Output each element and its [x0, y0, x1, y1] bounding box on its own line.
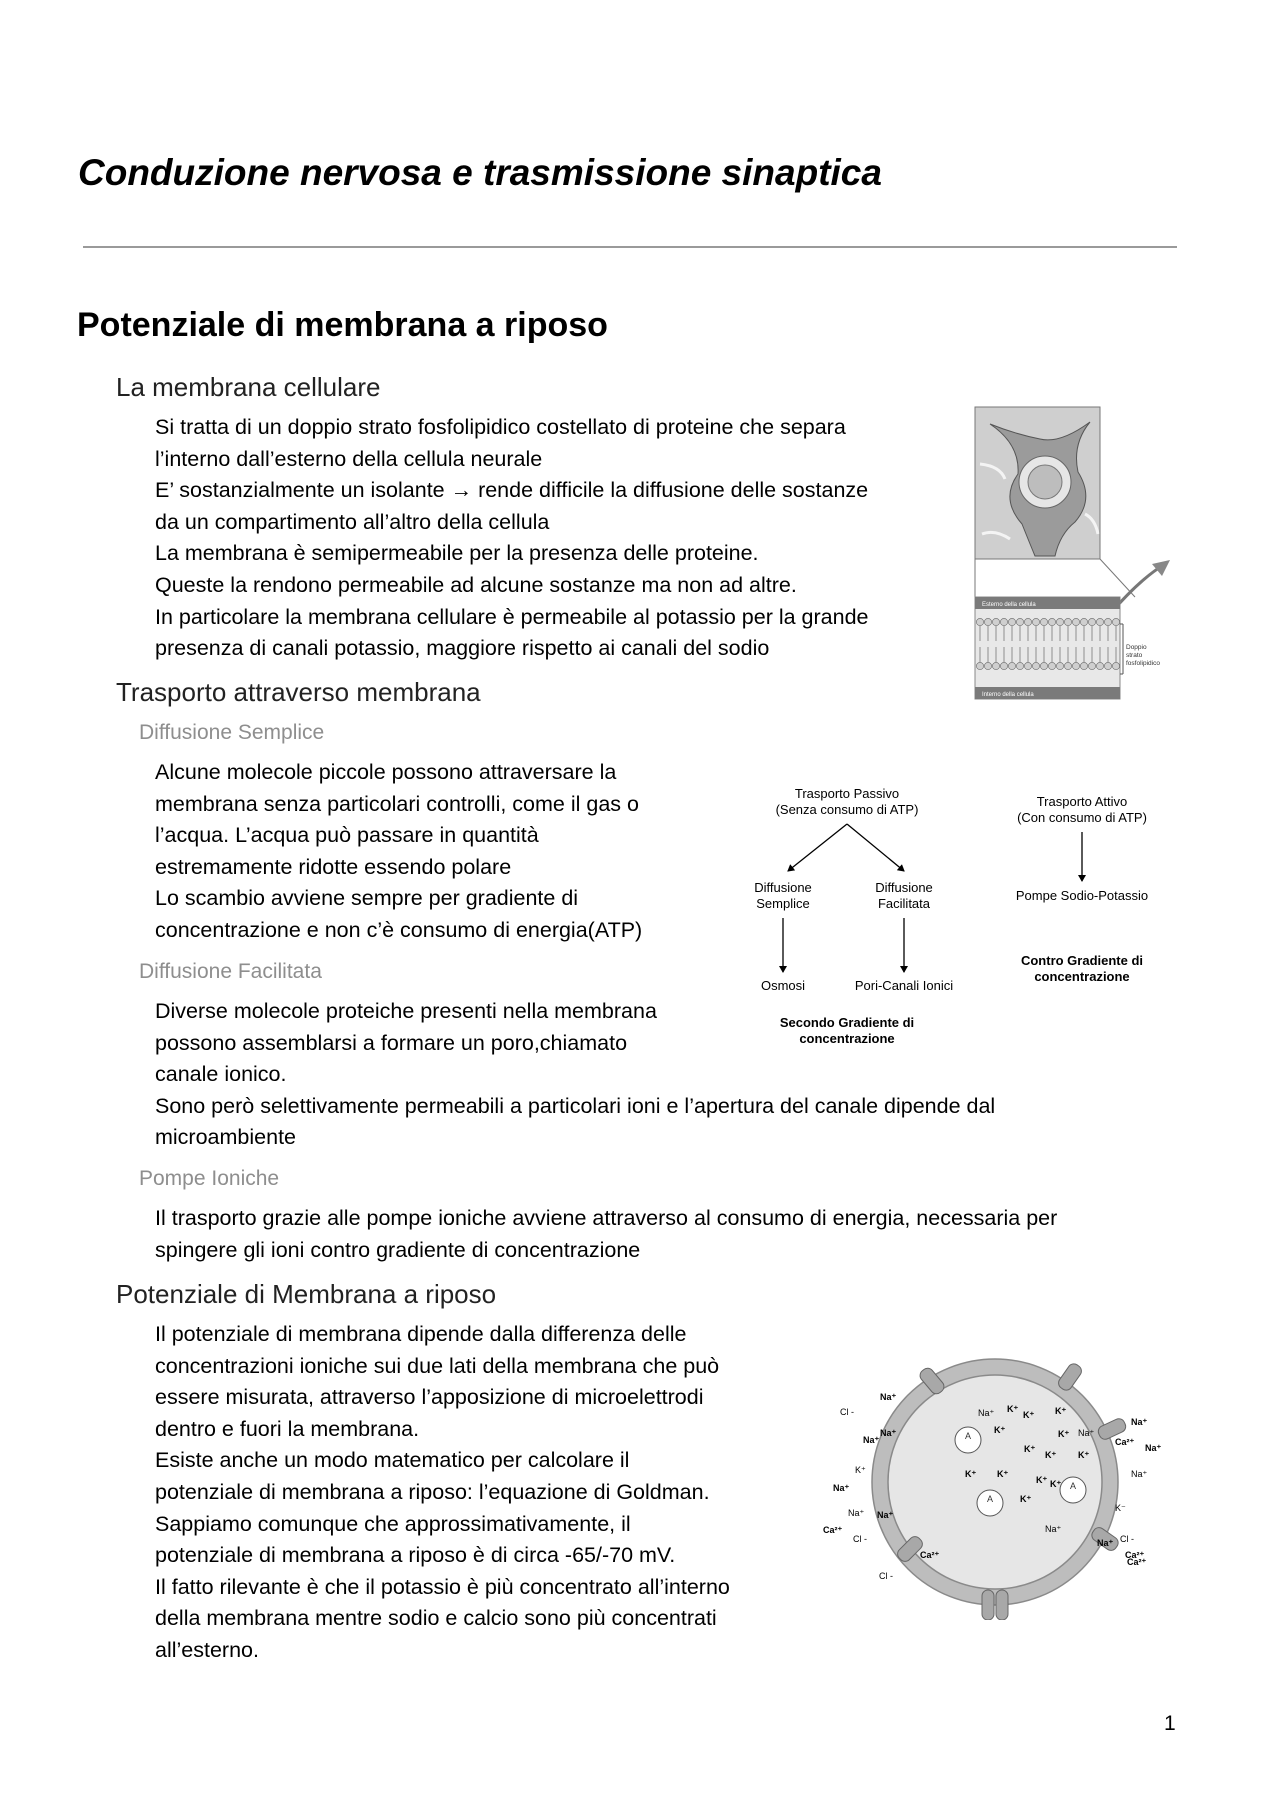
text-line: spingere gli ioni contro gradiente di concentrazione — [155, 1237, 641, 1262]
ion-label: K⁻ — [1115, 1503, 1126, 1513]
phospholipid-head — [1064, 618, 1071, 625]
text-line: Queste la rendono permeabile ad alcune sostanze ma non ad altre. — [155, 572, 797, 597]
phospholipid-head — [1000, 662, 1007, 669]
text-line: concentrazione e non c’è consumo di energia(ATP) — [155, 917, 643, 942]
text-line: Il fatto rilevante è che il potassio è più concentrato all’interno — [155, 1574, 730, 1599]
phospholipid-head — [1032, 662, 1039, 669]
ion-label: Na⁺ — [1045, 1524, 1062, 1534]
title-divider — [83, 246, 1177, 248]
text-line: Il trasporto grazie alle pompe ioniche avviene attraverso al consumo di energia, necessaria per — [155, 1206, 1058, 1230]
bilayer-side-label-2: strato — [1126, 652, 1143, 659]
pompe-ioniche-text — [155, 1203, 1057, 1266]
text-line: Diverse molecole proteiche presenti nella membrana — [155, 999, 657, 1023]
transport-diagram — [740, 780, 1180, 1055]
phospholipid-head — [1112, 618, 1119, 625]
document-title: Conduzione nervosa e trasmissione sinaptica — [78, 152, 882, 193]
bilayer-side-label-1: Doppio — [1126, 644, 1147, 651]
potenziale-text — [155, 1319, 730, 1667]
phospholipid-head — [1080, 662, 1087, 669]
phospholipid-head — [1096, 662, 1103, 669]
phospholipid-head — [1024, 618, 1031, 625]
phospholipid-head — [1056, 618, 1063, 625]
ion-label: K⁺ — [855, 1465, 866, 1475]
phospholipid-head — [992, 662, 999, 669]
ion-label: Na⁺ — [880, 1392, 897, 1402]
text-line: Lo scambio avviene sempre per gradiente di — [155, 886, 579, 911]
phospholipid-head — [1048, 618, 1055, 625]
phospholipid-head — [984, 662, 991, 669]
phospholipid-head — [1016, 662, 1023, 669]
ion-label: Cl - — [840, 1407, 854, 1417]
pori-label: Pori-Canali Ionici — [854, 978, 954, 993]
text-line: La membrana è semipermeabile per la presenza delle proteine. — [155, 541, 759, 566]
text-line: canale ionico. — [155, 1062, 287, 1087]
ion-label: Ca²⁺ — [920, 1550, 940, 1560]
text-line: In particolare la membrana cellulare è permeabile al potassio per la grande — [155, 604, 869, 629]
facilitata-label-1: Diffusione — [875, 880, 933, 895]
phospholipid-head — [1040, 618, 1047, 625]
arrow-to-facilitata — [847, 824, 904, 871]
phospholipid-head — [1088, 618, 1095, 625]
phospholipid-head — [976, 662, 983, 669]
membrane-bilayer-figure — [960, 404, 1180, 704]
ion-label: Na⁺ — [833, 1483, 850, 1493]
attivo-label-2: (Con consumo di ATP) — [1017, 810, 1147, 825]
page-number: 1 — [1164, 1712, 1176, 1735]
pompe-label: Pompe Sodio-Potassio — [1015, 888, 1149, 903]
ion-label: Cl - — [853, 1534, 867, 1544]
ion-label: Na⁺ — [1131, 1469, 1148, 1479]
ion-label: K⁺ — [1024, 1444, 1036, 1454]
semplice-label-1: Diffusione — [754, 880, 812, 895]
ion-channel — [996, 1590, 1008, 1620]
phospholipid-head — [984, 618, 991, 625]
phospholipid-head — [1064, 662, 1071, 669]
phospholipid-head — [1088, 662, 1095, 669]
text-line: microambiente — [155, 1125, 296, 1150]
ion-label: Na⁺ — [848, 1508, 865, 1518]
potenziale-heading: Potenziale di Membrana a riposo — [116, 1279, 497, 1309]
ion-label: Na⁺ — [863, 1435, 880, 1445]
arrow-to-semplice — [788, 824, 847, 871]
text-line: Sappiamo comunque che approssimativamente, il — [155, 1511, 631, 1536]
membrana-text — [155, 412, 868, 665]
ion-label: Na⁺ — [1145, 1443, 1162, 1453]
diffusione-semplice-text — [155, 757, 642, 947]
text-line: Sono però selettivamente permeabili a particolari ioni e l’apertura del canale dipende dal — [155, 1093, 996, 1118]
text-line: possono assemblarsi a formare un poro,chiamato — [155, 1030, 628, 1055]
secondo-gradiente-label-2: concentrazione — [799, 1031, 895, 1046]
anion-label: A — [986, 1494, 994, 1504]
ion-label: K⁺ — [1036, 1475, 1048, 1485]
attivo-label-1: Trasporto Attivo — [1036, 794, 1128, 809]
ion-channel — [982, 1590, 994, 1620]
diffusione-semplice-heading: Diffusione Semplice — [139, 721, 325, 744]
text-line: concentrazioni ioniche sui due lati della membrana che può — [155, 1353, 720, 1378]
phospholipid-head — [1008, 662, 1015, 669]
phospholipid-head — [1024, 662, 1031, 669]
phospholipid-head — [1080, 618, 1087, 625]
ion-label: Na⁺ — [1097, 1538, 1114, 1548]
phospholipid-head — [1104, 618, 1111, 625]
text-line: da un compartimento all’altro della cellula — [155, 509, 550, 534]
phospholipid-head — [992, 618, 999, 625]
facilitata-label-2: Facilitata — [877, 896, 931, 911]
secondo-gradiente-label-1: Secondo Gradiente di — [779, 1015, 915, 1030]
phospholipid-head — [1072, 662, 1079, 669]
ion-label: Ca²⁺ — [1127, 1557, 1147, 1567]
bilayer-side-label-3: fosfolipidico — [1126, 660, 1160, 667]
text-line: estremamente ridotte essendo polare — [155, 854, 512, 879]
ion-label: Ca²⁺ — [1125, 1550, 1145, 1560]
trasporto-heading: Trasporto attraverso membrana — [116, 677, 481, 707]
ion-label: K⁺ — [1020, 1494, 1032, 1504]
section-title: Potenziale di membrana a riposo — [77, 306, 608, 344]
ion-label: Ca²⁺ — [823, 1525, 843, 1535]
text-line: della membrana mentre sodio e calcio sono più concentrati — [155, 1606, 717, 1631]
text-line: l’interno dall’esterno della cellula neurale — [155, 446, 543, 471]
osmosi-label: Osmosi — [760, 978, 806, 993]
ion-label: Ca²⁺ — [1115, 1437, 1135, 1447]
text-line: all’esterno. — [155, 1637, 259, 1662]
text-line: potenziale di membrana a riposo è di circa -65/-70 mV. — [155, 1543, 676, 1568]
ion-label: K⁺ — [994, 1425, 1006, 1435]
semplice-label-2: Semplice — [756, 896, 810, 911]
anion-label: A — [964, 1431, 972, 1441]
ion-label: Na⁺ — [1078, 1428, 1095, 1438]
ion-label: K⁺ — [965, 1469, 977, 1479]
phospholipid-head — [1040, 662, 1047, 669]
phospholipid-head — [1008, 618, 1015, 625]
phospholipid-head — [1072, 618, 1079, 625]
phospholipid-head — [1000, 618, 1007, 625]
phospholipid-head — [976, 618, 983, 625]
membrana-heading: La membrana cellulare — [116, 372, 381, 402]
text-line: membrana senza particolari controlli, come il gas o — [155, 791, 639, 816]
text-line: essere misurata, attraverso l’apposizione di microelettrodi — [155, 1385, 704, 1410]
text-line: l’acqua. L’acqua può passare in quantità — [155, 823, 539, 848]
text-line: Si tratta di un doppio strato fosfolipidico costellato di proteine che separa — [155, 415, 846, 439]
text-line: dentro e fuori la membrana. — [155, 1416, 420, 1441]
ion-label: K⁺ — [1078, 1450, 1090, 1460]
phospholipid-head — [1096, 618, 1103, 625]
anion-label: A — [1069, 1481, 1077, 1491]
pompe-ioniche-heading: Pompe Ioniche — [139, 1167, 280, 1190]
phospholipid-head — [1032, 618, 1039, 625]
passivo-label-1: Trasporto Passivo — [794, 786, 900, 801]
ion-label: Cl - — [1120, 1534, 1134, 1544]
diffusione-facilitata-heading: Diffusione Facilitata — [139, 960, 322, 983]
cell-ion-figure — [815, 1345, 1180, 1620]
ion-label: K⁺ — [1055, 1406, 1067, 1416]
ion-label: K⁺ — [1050, 1479, 1062, 1489]
ion-label: K⁺ — [1007, 1404, 1019, 1414]
passivo-label-2: (Senza consumo di ATP) — [775, 802, 919, 817]
ion-label: Na⁺ — [880, 1428, 897, 1438]
text-line: Esiste anche un modo matematico per calcolare il — [155, 1448, 630, 1473]
ion-label: Na⁺ — [978, 1408, 995, 1418]
text-line: E’ sostanzialmente un isolante → rende difficile la diffusione delle sostanze — [155, 478, 869, 503]
phospholipid-head — [1056, 662, 1063, 669]
phospholipid-head — [1112, 662, 1119, 669]
ion-label: K⁺ — [1045, 1450, 1057, 1460]
phospholipid-head — [1048, 662, 1055, 669]
ion-label: Na⁺ — [1131, 1417, 1148, 1427]
phospholipid-head — [1104, 662, 1111, 669]
text-line: Alcune molecole piccole possono attraversare la — [155, 760, 617, 784]
text-line: presenza di canali potassio, maggiore rispetto ai canali del sodio — [155, 636, 770, 661]
ion-label: Cl - — [879, 1571, 893, 1581]
text-line: potenziale di membrana a riposo: l’equazione di Goldman. — [155, 1479, 710, 1504]
bilayer-top-label: Esterno della cellula — [982, 602, 1036, 608]
contro-gradiente-label-2: concentrazione — [1034, 969, 1130, 984]
ion-label: K⁺ — [1058, 1429, 1070, 1439]
contro-gradiente-label-1: Contro Gradiente di — [1020, 953, 1144, 968]
phospholipid-head — [1016, 618, 1023, 625]
ion-label: K⁺ — [1023, 1410, 1035, 1420]
ion-label: K⁺ — [997, 1469, 1009, 1479]
bilayer-bottom-label: Interno della cellula — [982, 692, 1034, 698]
ion-label: Na⁺ — [877, 1510, 894, 1520]
text-line: Il potenziale di membrana dipende dalla differenza delle — [155, 1322, 687, 1346]
